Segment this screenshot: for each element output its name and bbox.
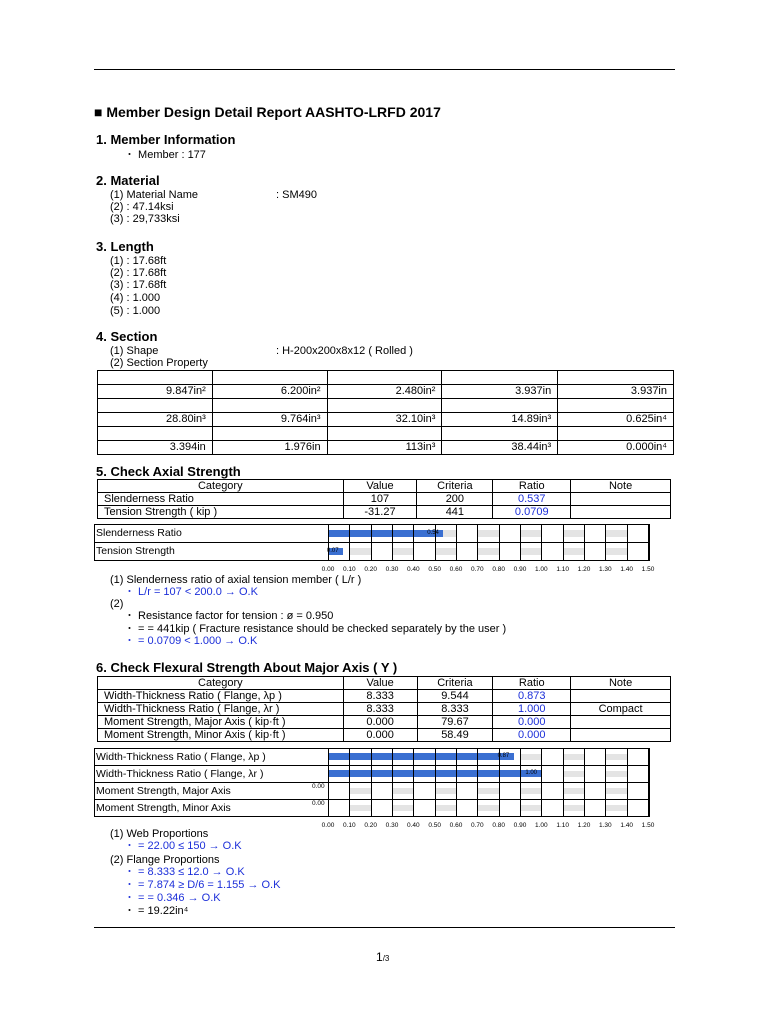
chart-tick-label: 0.60 <box>449 822 463 829</box>
chart-gridline <box>477 524 478 560</box>
section-property-cell <box>327 399 442 413</box>
cell-note <box>571 729 671 742</box>
chart-category-label: Width-Thickness Ratio ( Flange, λp ) <box>96 750 266 763</box>
chart-bar-value: 0.07 <box>326 547 339 554</box>
header-ratio: Ratio <box>493 677 571 690</box>
cell-category: Moment Strength, Major Axis ( kip·ft ) <box>98 716 344 729</box>
section-3-heading: 3. Length <box>96 239 154 254</box>
section-property-cell: 6.200in² <box>212 385 327 399</box>
chart-tick-label: 1.10 <box>556 822 569 829</box>
section-property-row <box>98 371 674 385</box>
header-ratio: Ratio <box>493 480 571 493</box>
header-note: Note <box>571 677 671 690</box>
section-5-heading: 5. Check Axial Strength <box>96 464 241 479</box>
member-line: ・ Member : 177 <box>124 149 206 161</box>
chart-gridline <box>328 748 329 816</box>
section-property-cell <box>442 399 558 413</box>
section-property-cell <box>558 399 674 413</box>
cell-criteria: 79.67 <box>417 716 493 729</box>
chart-bar-value: 0.54 <box>427 529 439 536</box>
cell-criteria: 58.49 <box>417 729 493 742</box>
chart-tick-label: 1.20 <box>577 566 591 573</box>
chart-tick-label: 0.30 <box>385 566 399 573</box>
shape-label: (1) Shape <box>110 345 159 357</box>
header-criteria: Criteria <box>417 480 493 493</box>
section-property-cell <box>212 371 327 385</box>
chart-tick-label: 1.00 <box>535 566 548 573</box>
flex-note-check: ・ = = 0.346 → O.K <box>124 892 221 904</box>
table-row <box>98 703 671 716</box>
section-2-heading: 2. Material <box>96 173 160 188</box>
section-property-cell <box>327 427 442 441</box>
chart-gridline <box>605 748 606 816</box>
cell-criteria: 441 <box>417 506 493 519</box>
page-total: /3 <box>382 954 390 963</box>
section-property-cell: 0.000in⁴ <box>558 441 674 455</box>
header-category: Category <box>98 677 344 690</box>
chart-tick-label: 0.80 <box>492 566 505 573</box>
flex-note: ・ = 19.22in⁴ <box>124 905 189 917</box>
cell-value: 107 <box>343 493 417 506</box>
chart-gridline <box>584 748 585 816</box>
chart-gridline <box>563 524 564 560</box>
chart-gridline <box>435 524 436 560</box>
section-1-heading: 1. Member Information <box>96 132 236 147</box>
axial-note-check: ・ L/r = 107 < 200.0 → O.K <box>124 586 258 598</box>
section-property-cell: 3.937in <box>558 385 674 399</box>
section-property-cell: 38.44in³ <box>442 441 558 455</box>
chart-gridline <box>541 524 542 560</box>
section-property-label: (2) Section Property <box>110 357 208 369</box>
chart-bar <box>328 530 443 537</box>
chart-bar-value: 0.00 <box>312 800 325 807</box>
header-category: Category <box>98 480 344 493</box>
section-property-cell <box>327 371 442 385</box>
chart-gridline <box>627 748 628 816</box>
chart-bar-value: 0.00 <box>312 783 325 790</box>
chart-gridline <box>456 524 457 560</box>
cell-criteria: 9.544 <box>417 690 493 703</box>
chart-gridline <box>563 748 564 816</box>
material-line: (2) : 47.14ksi <box>110 201 174 213</box>
chart-category-label: Tension Strength <box>96 545 175 557</box>
section-property-cell <box>212 399 327 413</box>
chart-tick-label: 1.40 <box>620 566 633 573</box>
section-property-cell <box>98 371 213 385</box>
section-property-cell: 3.937in <box>442 385 558 399</box>
chart-gridline <box>392 748 393 816</box>
chart-gridline <box>648 748 649 816</box>
chart-tick-label: 0.60 <box>449 566 463 573</box>
section-property-cell <box>442 427 558 441</box>
chart-category-label: Moment Strength, Minor Axis <box>96 801 231 814</box>
page-number <box>376 950 389 964</box>
chart-tick-label: 0.50 <box>428 822 441 829</box>
cell-value: 0.000 <box>343 729 417 742</box>
cell-ratio: 0.000 <box>493 729 571 742</box>
cell-value: 8.333 <box>343 690 417 703</box>
chart-bar-value: 0.87 <box>497 753 510 760</box>
section-property-row <box>98 441 674 455</box>
chart-gridline <box>520 748 521 816</box>
section-property-cell: 1.976in <box>212 441 327 455</box>
chart-tick-label: 1.30 <box>599 566 612 573</box>
chart-gridline <box>392 524 393 560</box>
section-6-heading: 6. Check Flexural Strength About Major Axis ( Y ) <box>96 660 398 675</box>
chart-tick-label: 0.10 <box>343 566 356 573</box>
section-property-cell <box>558 427 674 441</box>
chart-gridline <box>499 748 500 816</box>
chart-tick-label: 1.50 <box>641 566 655 573</box>
chart-gridline <box>520 524 521 560</box>
length-line: (1) : 17.68ft <box>110 255 167 267</box>
cell-category: Moment Strength, Minor Axis ( kip·ft ) <box>98 729 344 742</box>
chart-tick-label: 0.00 <box>321 822 335 829</box>
section-property-row <box>98 385 674 399</box>
section-property-row <box>98 413 674 427</box>
header-note: Note <box>571 480 671 493</box>
section-property-cell: 3.394in <box>98 441 213 455</box>
axial-note-check: ・ = 0.0709 < 1.000 → O.K <box>124 635 258 647</box>
length-line: (5) : 1.000 <box>110 305 161 317</box>
chart-tick-label: 1.30 <box>599 822 612 829</box>
axial-check-table <box>97 479 671 519</box>
chart-gridline <box>371 748 372 816</box>
section-property-cell: 9.847in² <box>98 385 213 399</box>
flexural-ratio-chart <box>94 748 654 830</box>
chart-tick-label: 1.50 <box>641 822 655 829</box>
chart-tick-label: 0.70 <box>471 566 484 573</box>
chart-tick-label: 1.00 <box>535 822 548 829</box>
chart-row <box>94 542 650 561</box>
section-property-cell: 32.10in³ <box>327 413 442 427</box>
flex-note: (1) Web Proportions <box>110 828 209 840</box>
cell-criteria: 8.333 <box>417 703 493 716</box>
flexural-check-table <box>97 676 671 742</box>
cell-ratio: 0.000 <box>493 716 571 729</box>
header-value: Value <box>343 480 417 493</box>
chart-tick-label: 1.40 <box>620 822 633 829</box>
section-property-cell: 14.89in³ <box>442 413 558 427</box>
chart-baseline <box>94 560 650 561</box>
report-title: ■ Member Design Detail Report AASHTO-LRFD 2017 <box>94 104 441 120</box>
chart-tick-label: 0.40 <box>407 822 420 829</box>
section-property-cell <box>98 427 213 441</box>
table-row <box>98 729 671 742</box>
cell-note <box>571 506 671 519</box>
section-4-heading: 4. Section <box>96 329 158 344</box>
chart-tick-label: 0.20 <box>364 566 377 573</box>
chart-baseline <box>94 816 650 817</box>
flex-note-check: ・ = 8.333 ≤ 12.0 → O.K <box>124 866 245 878</box>
cell-value: 0.000 <box>343 716 417 729</box>
chart-gridline <box>648 524 649 560</box>
cell-ratio: 0.537 <box>493 493 571 506</box>
cell-category: Slenderness Ratio <box>98 493 344 506</box>
header-value: Value <box>343 677 417 690</box>
table-row <box>98 690 671 703</box>
chart-tick-label: 0.70 <box>471 822 484 829</box>
axial-ratio-chart <box>94 524 654 572</box>
chart-gridline <box>435 748 436 816</box>
section-property-cell <box>212 427 327 441</box>
chart-gridline <box>541 748 542 816</box>
chart-category-label: Slenderness Ratio <box>96 527 182 539</box>
axial-note: (2) <box>110 598 124 610</box>
cell-note <box>571 493 671 506</box>
material-name-value: : SM490 <box>276 189 317 201</box>
section-property-table <box>97 370 674 455</box>
chart-tick-label: 1.10 <box>556 566 569 573</box>
material-line: (3) : 29,733ksi <box>110 213 180 225</box>
cell-note <box>571 716 671 729</box>
cell-category: Width-Thickness Ratio ( Flange, λp ) <box>98 690 344 703</box>
chart-gridline <box>584 524 585 560</box>
chart-gridline <box>349 524 350 560</box>
shape-value: : H-200x200x8x12 ( Rolled ) <box>276 345 413 357</box>
section-property-cell: 0.625in⁴ <box>558 413 674 427</box>
section-property-cell <box>442 371 558 385</box>
top-rule <box>94 69 675 70</box>
flex-note: (2) Flange Proportions <box>110 854 220 866</box>
chart-category-label: Width-Thickness Ratio ( Flange, λr ) <box>96 767 264 780</box>
chart-tick-label: 0.20 <box>364 822 377 829</box>
chart-gridline <box>413 524 414 560</box>
table-row <box>98 506 671 519</box>
axial-note: (1) Slenderness ratio of axial tension member ( L/r ) <box>110 574 362 586</box>
cell-ratio: 0.873 <box>493 690 571 703</box>
chart-bar-value: 1.00 <box>525 770 538 777</box>
section-property-cell <box>98 399 213 413</box>
chart-tick-label: 0.80 <box>492 822 505 829</box>
header-criteria: Criteria <box>417 677 493 690</box>
cell-category: Width-Thickness Ratio ( Flange, λr ) <box>98 703 344 716</box>
cell-category: Tension Strength ( kip ) <box>98 506 344 519</box>
flex-note-check: ・ = 22.00 ≤ 150 → O.K <box>124 840 242 852</box>
section-property-row <box>98 427 674 441</box>
chart-gridline <box>627 524 628 560</box>
table-row <box>98 493 671 506</box>
bottom-rule <box>94 927 675 928</box>
cell-note: Compact <box>571 703 671 716</box>
chart-tick-label: 0.10 <box>343 822 356 829</box>
chart-tick-label: 0.40 <box>407 566 420 573</box>
chart-bar <box>328 753 514 759</box>
length-line: (2) : 17.68ft <box>110 267 167 279</box>
table-row <box>98 716 671 729</box>
cell-criteria: 200 <box>417 493 493 506</box>
chart-gridline <box>605 524 606 560</box>
chart-gridline <box>328 524 329 560</box>
section-property-cell: 28.80in³ <box>98 413 213 427</box>
chart-gridline <box>413 748 414 816</box>
chart-gridline <box>456 748 457 816</box>
cell-value: -31.27 <box>343 506 417 519</box>
page-current: 1 <box>376 950 383 964</box>
section-property-cell: 9.764in³ <box>212 413 327 427</box>
chart-tick-label: 0.90 <box>513 566 527 573</box>
chart-tick-label: 1.20 <box>577 822 591 829</box>
flex-note-check: ・ = 7.874 ≥ D/6 = 1.155 → O.K <box>124 879 281 891</box>
cell-note <box>571 690 671 703</box>
axial-note: ・ = = 441kip ( Fracture resistance should be checked separately by the user ) <box>124 623 507 635</box>
chart-gridline <box>371 524 372 560</box>
chart-gridline <box>349 748 350 816</box>
section-property-row <box>98 399 674 413</box>
material-name-label: (1) Material Name <box>110 189 199 201</box>
section-property-cell: 113in³ <box>327 441 442 455</box>
chart-category-label: Moment Strength, Major Axis <box>96 784 231 797</box>
axial-note: ・ Resistance factor for tension : ø = 0.950 <box>124 610 334 622</box>
chart-tick-label: 0.00 <box>321 566 335 573</box>
cell-value: 8.333 <box>343 703 417 716</box>
chart-gridline <box>477 748 478 816</box>
chart-tick-label: 0.30 <box>385 822 399 829</box>
length-line: (4) : 1.000 <box>110 292 161 304</box>
section-property-cell <box>558 371 674 385</box>
cell-ratio: 1.000 <box>493 703 571 716</box>
length-line: (3) : 17.68ft <box>110 279 167 291</box>
chart-tick-label: 0.90 <box>513 822 527 829</box>
chart-gridline <box>499 524 500 560</box>
chart-tick-label: 0.50 <box>428 566 441 573</box>
section-property-cell: 2.480in² <box>327 385 442 399</box>
cell-ratio: 0.0709 <box>493 506 571 519</box>
